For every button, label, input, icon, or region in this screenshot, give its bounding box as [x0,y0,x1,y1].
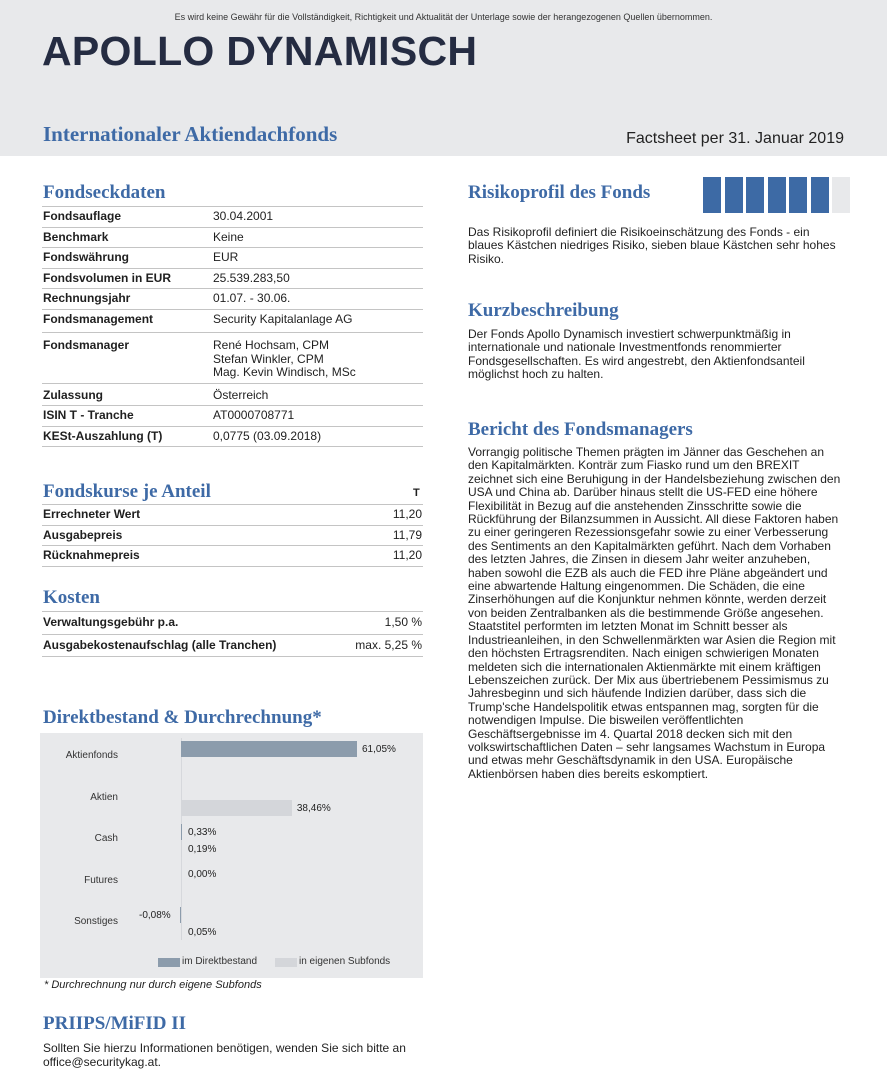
row-value: 0,0775 (03.09.2018) [213,428,322,443]
data-label: 0,33% [188,827,217,838]
table-row [42,635,423,658]
table-row [42,289,423,310]
row-value: Security Kapitalanlage AG [213,311,353,326]
category-label: Cash [94,833,118,844]
risk-box-filled [725,177,743,213]
legend-swatch [158,958,180,967]
risk-box-filled [703,177,721,213]
row-label: Ausgabekostenaufschlag (alle Tranchen) [43,637,277,652]
manager-name: Stefan Winkler, CPM [213,351,324,366]
manager-name: Mag. Kevin Windisch, MSc [213,365,356,379]
table-row [42,611,423,635]
priips-heading: PRIIPS/MiFID II [43,1013,187,1034]
data-label: 38,46% [296,802,331,814]
row-label: KESt-Auszahlung (T) [43,428,163,443]
row-value: 30.04.2001 [213,209,274,223]
data-label: 61,05% [362,744,396,755]
table-row [42,427,423,448]
risikoprofil-text: Das Risikoprofil definiert die Risikoeinschätzung des Fonds - ein blaues Kästchen niedriges Risiko, sieben blaue Kästchen sehr hohes Risiko. [468,225,836,266]
factsheet-date: Factsheet per 31. Januar 2019 [626,130,844,147]
chart-bar [181,924,182,940]
chart-bar [181,824,182,840]
chart-bar [181,800,292,816]
priips-text: Sollten Sie hierzu Informationen benötigen, wenden Sie sich bitte an office@securitykag.at. [43,1041,406,1069]
chart-bar [180,907,181,923]
row-label: Fondswährung [43,250,129,264]
manager-name: René Hochsam, CPM [213,338,330,352]
risk-box-filled [768,177,786,213]
risk-box-filled [811,177,829,213]
bericht-heading: Bericht des Fondsmanagers [468,419,693,440]
row-value: Österreich [213,387,269,402]
data-label: 0,05% [188,927,217,938]
data-label: 0,00% [188,868,217,880]
disclaimer: Es wird keine Gewähr für die Vollständigkeit, Richtigkeit und Aktualität der Unterlage sowie der herangezogenen Quellen übernommen. [174,12,713,22]
fondskurse-heading: Fondskurse je Anteil [43,481,211,502]
table-row [42,546,423,567]
data-label: -0,08% [139,910,171,921]
row-label: Fondsauflage [43,209,122,223]
row-value: 25.539.283,50 [213,270,290,285]
row-value [213,339,422,380]
table-row [42,504,423,526]
fondseckdaten-table [42,206,423,447]
kosten-table [42,611,423,657]
tranche-column-header: T [413,487,420,499]
row-label: Ausgabepreis [43,527,123,542]
row-label: ISIN T - Tranche [43,408,134,422]
kosten-heading: Kosten [43,587,100,608]
chart-bar [181,741,357,757]
fund-subtitle: Internationaler Aktiendachfonds [43,122,338,146]
category-label: Aktienfonds [65,750,118,761]
table-row [42,526,423,547]
kurzbeschreibung-text: Der Fonds Apollo Dynamisch investiert schwerpunktmäßig in internationale und nationale Investmentfonds renommierter Fondsgesellschaften. Es wird angestrebt, den Aktienfondsanteil möglichst hoch zu halten. [468,327,805,382]
row-value: 11,20 [392,507,422,521]
row-value: EUR [213,250,239,264]
risk-box-empty [832,177,850,213]
fondskurse-table [42,504,423,567]
row-value: max. 5,25 % [355,637,422,652]
row-value: 01.07. - 30.06. [213,291,291,305]
risk-box-filled [789,177,807,213]
row-label: Fondsmanager [43,338,130,352]
row-value: Keine [213,229,244,244]
row-label: Benchmark [43,229,109,244]
kurzbeschreibung-heading: Kurzbeschreibung [468,300,619,321]
row-label: Errechneter Wert [43,507,141,521]
row-value: 1,50 % [384,615,422,629]
fund-title: APOLLO DYNAMISCH [42,28,478,74]
bericht-text: Vorrangig politische Themen prägten im Jänner das Geschehen an den Kapitalmärkten. Konträr zum Fiasko rund um den BREXIT zeichnet sich eine Beruhigung in der Handelsbeziehung zwischen den USA und China ab. Darüber hinaus stellt die US-FED eine höhere Flexibilität in Bezug auf die anstehenden Zinsschritte sowie die Rückführung der Bilanzsummen in Aussicht. All diese Faktoren haben zu einer geringeren Rezessionsgefahr sowie zu einer Verbesserung des Sentiments an den Kapitalmärkten geführt. Nach dem Vorhaben des letzten Jahres, die Zinsen in diesem Jahr weiter anzuheben, haben sowohl die EZB als auch die FED ihre Pläne abgeändert und eine abwartende Haltung eingenommen. Die Schäden, die eine Zinserhöhungen auf die Konjunktur nehmen könnte, werden derzeit von beiden Zentralbanken als die bestimmende Größe angesehen. Staatstitel performten im letzten Monat im Schnitt besser als Industrieanleihen, in den Schwellenmärkten war Asien die Region mit den höchsten Ertragsrenditen. Nach einigen schwierigen Monaten meldeten sich die internationalen Aktienmärkte mit einem kräftigen Lebenszeichen zurück. Der Mix aus übertriebenem Pessimismus zu Jahresbeginn und sich häufende Indizien darüber, dass sich die Trump'sche Handelspolitik etwas entspannen mag, sorgten für die notwendigen Impulse. Die bisweilen veröffentlichten Geschäftsergebnisse im 4. Quartal 2018 decken sich mit den volkswirtschaftlichen Daten – sehr langsames Wachstum in Europa und etwas mehr Geschäftsdynamik in den USA. Europäische Aktienbörsen haben dies bereits eskomptiert. [468,445,841,781]
category-label: Aktien [90,791,118,803]
header-band [0,0,887,156]
table-row [42,406,423,427]
allocation-chart [40,733,423,978]
table-row [42,310,423,334]
row-label: Fondsmanagement [43,311,154,326]
fondseckdaten-heading: Fondseckdaten [43,182,166,203]
table-row [42,206,423,228]
row-label: Verwaltungsgebühr p.a. [43,615,179,629]
legend-label: in eigenen Subfonds [299,956,391,967]
row-label: Rechnungsjahr [43,291,131,305]
risikoprofil-heading: Risikoprofil des Fonds [468,182,651,203]
chart-bar [181,841,182,857]
data-label: 0,19% [188,844,217,855]
category-label: Futures [84,874,118,886]
table-row [42,333,423,384]
table-row [42,248,423,269]
row-label: Fondsvolumen in EUR [43,270,172,285]
legend-label: im Direktbestand [182,956,258,967]
row-value: AT0000708771 [213,408,295,422]
table-row [42,384,423,407]
row-label: Rücknahmepreis [43,548,140,562]
direktbestand-heading: Direktbestand & Durchrechnung* [43,707,322,728]
row-label: Zulassung [43,387,104,402]
table-row [42,228,423,249]
row-value: 11,20 [392,548,422,562]
table-row [42,269,423,290]
category-label: Sonstiges [74,916,118,927]
legend-swatch [275,958,297,967]
risk-box-filled [746,177,764,213]
chart-footnote: * Durchrechnung nur durch eigene Subfonds [44,979,262,991]
row-value: 11,79 [392,527,422,542]
